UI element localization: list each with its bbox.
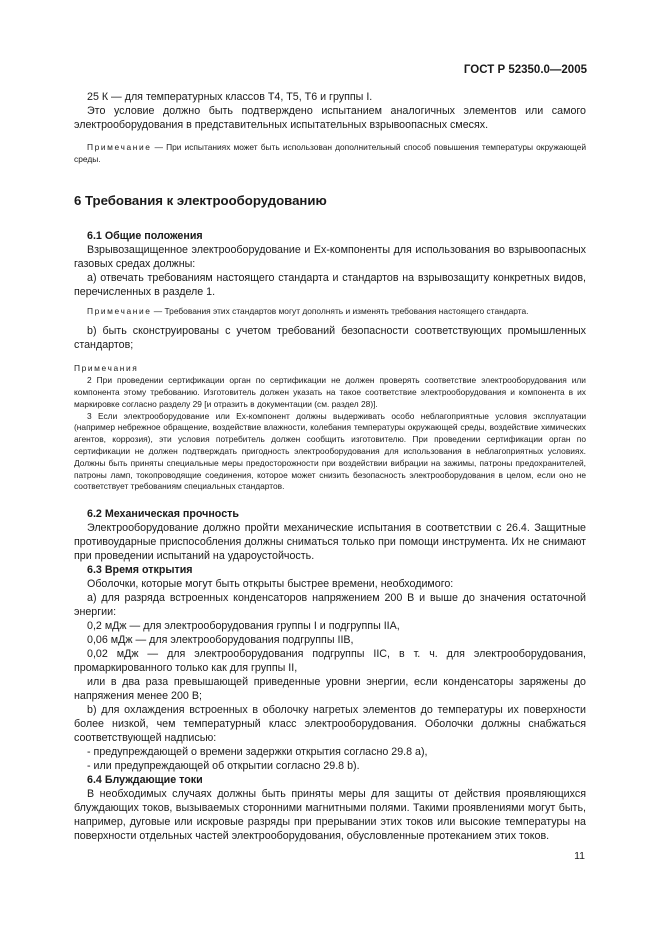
paragraph-6-4: В необходимых случаях должны быть приняты меры для защиты от действия проявляющихся блуждающих токов, вызываемых сторонними магнитными полями. Такими проявлениями могут быть, например, дуговые или искровые разряды при прерывании этих токов или высокие температуры на поверхности отдельных частей электрооборудования, обусловленные протеканием этих токов. [74,788,586,843]
paragraph-verification: Это условие должно быть подтверждено испытанием аналогичных элементов или самого электрооборудования в представительных испытательных взрывоопасных смесях. [74,105,586,131]
page-number: 11 [574,850,585,862]
note-3: 3 Если электрооборудование или Ex-компонент должны выдерживать особо неблагоприятные условия эксплуатации (например небрежное обращение, воздействие влажности, колебания температуры окружающей среды, воздействие химических агентов, коррозия), эти условия потребитель должен сообщить изготовителю. При проведении сертификации орган по сертификации не должен подтверждать пригодность электрооборудования для использования в неблагоприятных условиях. Должны быть приняты специальные меры предосторожности при воздействии вибрации на зажимы, патроны предохранителей, патроны ламп, токопроводящие соединения, которое может снизить безопасность электрооборудования в целом, если оно не соответствует требованиям специальных стандартов. [74,410,586,492]
dash-item-delay: - предупреждающей о времени задержки открытия согласно 29.8 а), [87,746,428,759]
item-6-3-a: a) для разряда встроенных конденсаторов напряжением 200 В и выше до значения остаточной энергии: [74,592,586,619]
note-label: Примечание [87,305,152,316]
section-6-3-heading: 6.3 Время открытия [87,564,193,577]
item-6-3-b: b) для охлаждения встроенных в оболочку нагретых элементов до температуры их поверхности более низкой, чем температурный класс электрооборудования. Оболочки должны снабжаться соответствующей надписью: [74,704,586,745]
note-text: — При испытаниях может быть использован дополнительный способ повышения температуры окружающей среды. [74,142,586,164]
section-6-1-heading: 6.1 Общие положения [87,229,203,242]
energy-0-02: 0,02 мДж — для электрооборудования подгруппы IIC, в т. ч. для электрооборудования, промаркированного только как для группы II, [74,648,586,675]
paragraph-6-2: Электрооборудование должно пройти механические испытания в соответствии с 26.4. Защитные противоударные приспособления должны сниматься только при помощи инструмента. Их не снимают при проведении испытаний на удароустойчость. [74,522,586,563]
paragraph-temp-classes: 25 К — для температурных классов Т4, Т5, Т6 и группы I. [87,91,373,103]
energy-0-2: 0,2 мДж — для электрооборудования группы I и подгруппы IIA, [87,620,400,633]
paragraph-6-3-intro: Оболочки, которые могут быть открыты быстрее времени, необходимого: [87,578,454,591]
note-text: — Требования этих стандартов могут дополнять и изменять требования настоящего стандарта. [151,305,529,316]
note-2: 2 При проведении сертификации орган по сертификации не должен проверять соответствие электрооборудования или компонента этому требованию. Изготовитель должен указать на такое соответствие электрооборудования и компонента в их маркировке согласно разделу 29 [и отразить в документации (см. раздел 28)]. [74,375,586,409]
note-ambient [74,142,586,166]
item-6-1-b: b) быть сконструированы с учетом требований безопасности соответствующих промышленных стандартов; [74,325,586,352]
section-6-2-heading: 6.2 Механическая прочность [87,508,239,521]
standard-number: ГОСТ Р 52350.0—2005 [463,64,587,76]
item-6-1-a: a) отвечать требованиям настоящего стандарта и стандартов на взрывозащиту конкретных видов, перечисленных в разделе 1. [74,271,586,298]
page-content [74,90,586,843]
section-6-heading: 6 Требования к электрооборудованию [74,192,327,208]
energy-double: или в два раза превышающей приведенные уровни энергии, если конденсаторы заряжены до напряжения менее 200 В; [74,676,586,703]
section-6-4-heading: 6.4 Блуждающие токи [87,774,203,787]
paragraph-6-1-intro: Взрывозащищенное электрооборудование и Ex-компоненты для использования во взрывоопасных газовых средах должны: [74,243,586,270]
energy-0-06: 0,06 мДж — для электрооборудования подгруппы IIB, [87,634,354,647]
notes-heading: Примечания [74,363,139,374]
note-label: Примечание [87,142,152,152]
dash-item-open: - или предупреждающей об открытии согласно 29.8 b). [87,760,360,773]
note-6-1-a [74,306,586,318]
